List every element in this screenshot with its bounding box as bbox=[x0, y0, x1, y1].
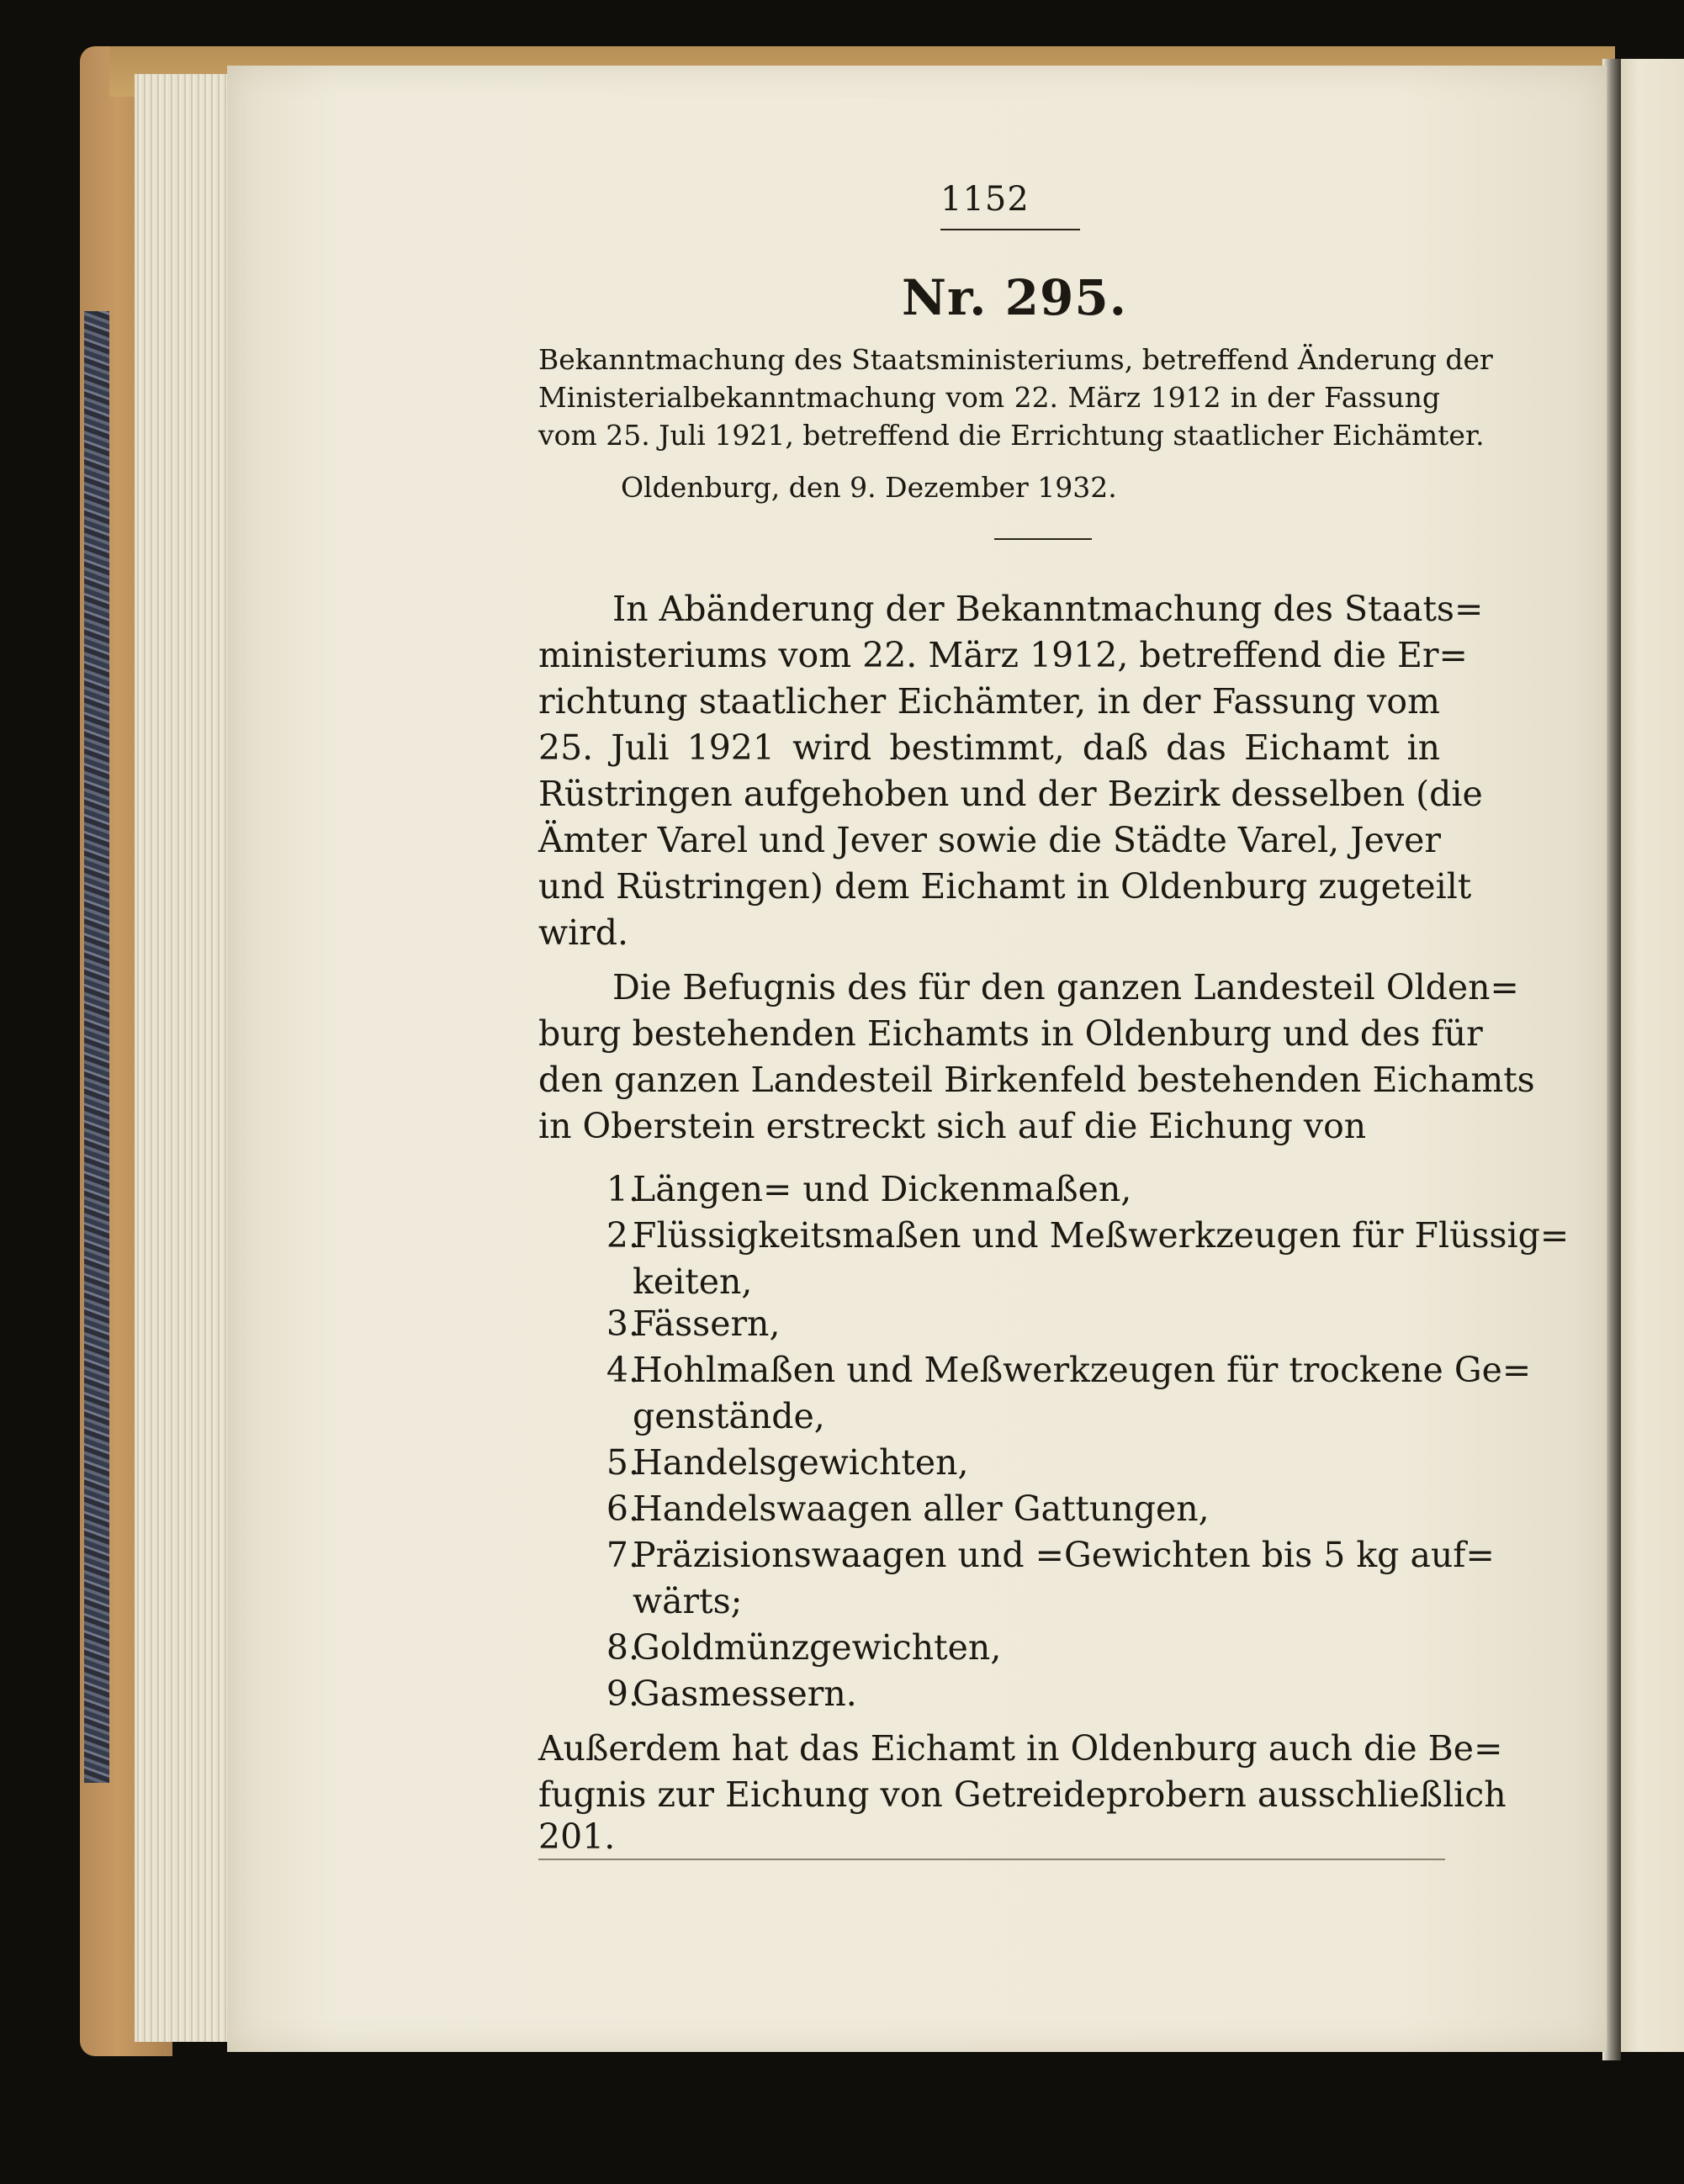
list-item: Längen= und Dickenmaßen, bbox=[633, 1169, 1132, 1209]
subtitle-line: vom 25. Juli 1921, betreffend die Errichtung staatlicher Eichämter. bbox=[538, 419, 1485, 452]
facing-page-edge bbox=[1619, 59, 1684, 2052]
list-item: Goldmünzgewichten, bbox=[633, 1627, 1002, 1668]
paragraph-line: fugnis zur Eichung von Getreideprobern ausschließlich bbox=[538, 1774, 1507, 1815]
list-item-continuation: genstände, bbox=[633, 1396, 825, 1436]
footer-rule bbox=[538, 1859, 1445, 1860]
list-number: 6. bbox=[606, 1489, 639, 1529]
list-item-continuation: wärts; bbox=[633, 1581, 743, 1621]
place-date: Oldenburg, den 9. Dezember 1932. bbox=[621, 471, 1117, 504]
list-item: Flüssigkeitsmaßen und Meßwerkzeugen für Flüssig= bbox=[633, 1215, 1570, 1256]
list-number: 9. bbox=[606, 1674, 639, 1714]
paragraph-line: richtung staatlicher Eichämter, in der Fassung vom bbox=[538, 681, 1440, 722]
page-number: 1152 bbox=[940, 180, 1030, 219]
paragraph-line: wird. bbox=[538, 912, 629, 953]
paragraph-line: ministeriums vom 22. März 1912, betreffend die Er= bbox=[538, 635, 1468, 675]
paragraph-line: Die Befugnis des für den ganzen Landesteil Olden= bbox=[612, 967, 1519, 1007]
list-number: 7. bbox=[606, 1535, 639, 1575]
paragraph-line: und Rüstringen) dem Eichamt in Oldenburg zugeteilt bbox=[538, 866, 1472, 907]
list-number: 4. bbox=[606, 1350, 639, 1390]
paragraph-line: den ganzen Landesteil Birkenfeld bestehenden Eichamts bbox=[538, 1060, 1535, 1100]
page-number-rule bbox=[940, 229, 1080, 230]
list-number: 8. bbox=[606, 1627, 639, 1668]
signature-mark: 201. bbox=[538, 1816, 616, 1857]
paragraph-line: Außerdem hat das Eichamt in Oldenburg auch die Be= bbox=[538, 1728, 1503, 1769]
list-item-continuation: keiten, bbox=[633, 1261, 753, 1302]
list-item: Handelsgewichten, bbox=[633, 1442, 969, 1483]
paragraph-line: Ämter Varel und Jever sowie die Städte Varel, Jever bbox=[538, 820, 1441, 860]
list-number: 5. bbox=[606, 1442, 639, 1483]
list-item: Hohlmaßen und Meßwerkzeugen für trockene Ge= bbox=[633, 1350, 1532, 1390]
section-rule bbox=[994, 538, 1092, 540]
page-stack-edge bbox=[135, 74, 236, 2042]
subtitle-line: Ministerialbekanntmachung vom 22. März 1912 in der Fassung bbox=[538, 381, 1440, 414]
paragraph-line: in Oberstein erstreckt sich auf die Eichung von bbox=[538, 1106, 1367, 1146]
paragraph-line: Rüstringen aufgehoben und der Bezirk desselben (die bbox=[538, 774, 1483, 814]
paragraph-line: 25. Juli 1921 wird bestimmt, daß das Eichamt in bbox=[538, 727, 1440, 768]
paragraph-line: In Abänderung der Bekanntmachung des Staats= bbox=[612, 589, 1484, 629]
notice-heading: Nr. 295. bbox=[902, 269, 1127, 326]
paragraph-line: burg bestehenden Eichamts in Oldenburg und des für bbox=[538, 1013, 1483, 1054]
subtitle-line: Bekanntmachung des Staatsministeriums, betreffend Änderung der bbox=[538, 343, 1493, 376]
list-item: Fässern, bbox=[633, 1304, 781, 1344]
list-number: 3. bbox=[606, 1304, 639, 1344]
list-number: 2. bbox=[606, 1215, 639, 1256]
list-item: Handelswaagen aller Gattungen, bbox=[633, 1489, 1210, 1529]
list-number: 1. bbox=[606, 1169, 639, 1209]
marbled-edge bbox=[84, 311, 109, 1783]
list-item: Präzisionswaagen und =Gewichten bis 5 kg auf= bbox=[633, 1535, 1495, 1575]
list-item: Gasmessern. bbox=[633, 1674, 857, 1714]
